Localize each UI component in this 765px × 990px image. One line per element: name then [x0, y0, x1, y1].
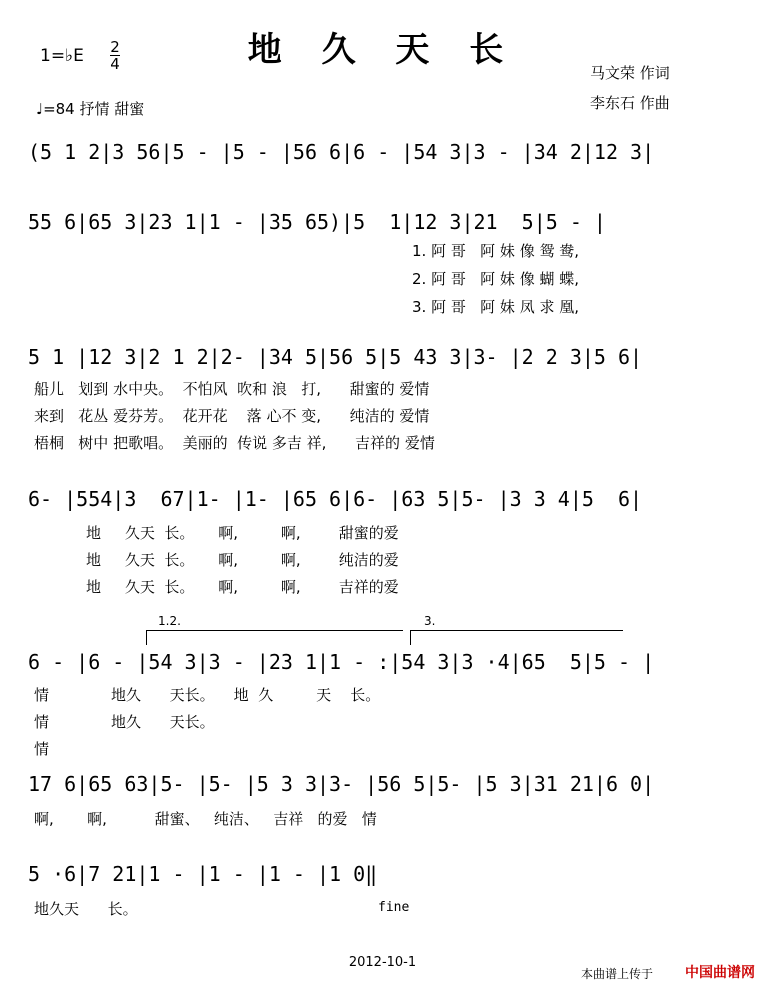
site-logo[interactable]: 中国曲谱网 — [685, 965, 755, 981]
lyrics-line3-verse3: 梧桐 树中 把歌唱。 美丽的 传说 多吉 祥, 吉祥的 爱情 — [34, 434, 435, 452]
upload-note: 本曲谱上传于 — [580, 967, 653, 981]
score-line-3: 5 1 |12 3|2 1 2|2- |34 5|56 5|5 43 3|3- |2 2 3|5 6| — [28, 345, 643, 369]
key-signature: 1=♭E — [40, 46, 84, 66]
verse-2-intro: 2. 阿 哥 阿 妹 像 蝴 蝶, — [412, 270, 579, 288]
time-signature — [110, 40, 120, 71]
score-line-7: 5 ·6|7 21|1 - |1 - |1 - |1 0‖ — [28, 862, 378, 886]
lyrics-line4-verse3: 地 久天 长。 啊, 啊, 吉祥的爱 — [86, 578, 399, 596]
volta-1-label: 1.2. — [158, 614, 181, 628]
lyrics-line5-verse2: 情 地久 天长。 — [34, 713, 215, 731]
fine-marking: fine — [378, 900, 410, 915]
meter-top: 2 — [110, 38, 120, 56]
score-line-2: 55 6|65 3|23 1|1 - |35 65)|5 1|12 3|21 5|5 - | — [28, 210, 606, 234]
volta-1-bracket — [146, 630, 403, 645]
score-line-6: 17 6|65 63|5- |5- |5 3 3|3- |56 5|5- |5 3|31 21|6 0| — [28, 772, 655, 796]
score-date: 2012-10-1 — [348, 955, 417, 970]
verse-3-intro: 3. 阿 哥 阿 妹 凤 求 凰, — [412, 298, 579, 316]
score-line-1: (5 1 2|3 56|5 - |5 - |56 6|6 - |54 3|3 - |34 2|12 3| — [28, 140, 655, 164]
lyrics-line4-verse1: 地 久天 长。 啊, 啊, 甜蜜的爱 — [86, 524, 399, 542]
verse-1-intro: 1. 阿 哥 阿 妹 像 鸳 鸯, — [412, 242, 579, 260]
lyrics-line3-verse2: 来到 花丛 爱芬芳。 花开花 落 心不 变, 纯洁的 爱情 — [34, 407, 430, 425]
lyrics-line3-verse1: 船儿 划到 水中央。 不怕风 吹和 浪 打, 甜蜜的 爱情 — [34, 380, 430, 398]
score-line-4: 6- |554|3 67|1- |1- |65 6|6- |63 5|5- |3 3 4|5 6| — [28, 487, 643, 511]
song-title: 地 久 天 长 — [247, 30, 518, 70]
meter-bottom: 4 — [110, 55, 120, 73]
score-line-5: 6 - |6 - |54 3|3 - |23 1|1 - :|54 3|3 ·4|65 5|5 - | — [28, 650, 655, 674]
lyricist-credit: 马文荣 作词 — [590, 64, 670, 82]
lyrics-line5-verse3: 情 — [34, 740, 50, 758]
lyrics-line4-verse2: 地 久天 长。 啊, 啊, 纯洁的爱 — [86, 551, 399, 569]
lyrics-line6: 啊, 啊, 甜蜜、 纯洁、 吉祥 的爱 情 — [34, 810, 377, 828]
composer-credit: 李东石 作曲 — [590, 94, 670, 112]
lyrics-line7: 地久天 长。 — [34, 900, 138, 918]
lyrics-line5-verse1: 情 地久 天长。 地 久 天 长。 — [34, 686, 381, 704]
tempo-marking: ♩=84 抒情 甜蜜 — [36, 100, 145, 118]
volta-2-label: 3. — [424, 614, 436, 628]
volta-2-bracket — [410, 630, 623, 645]
